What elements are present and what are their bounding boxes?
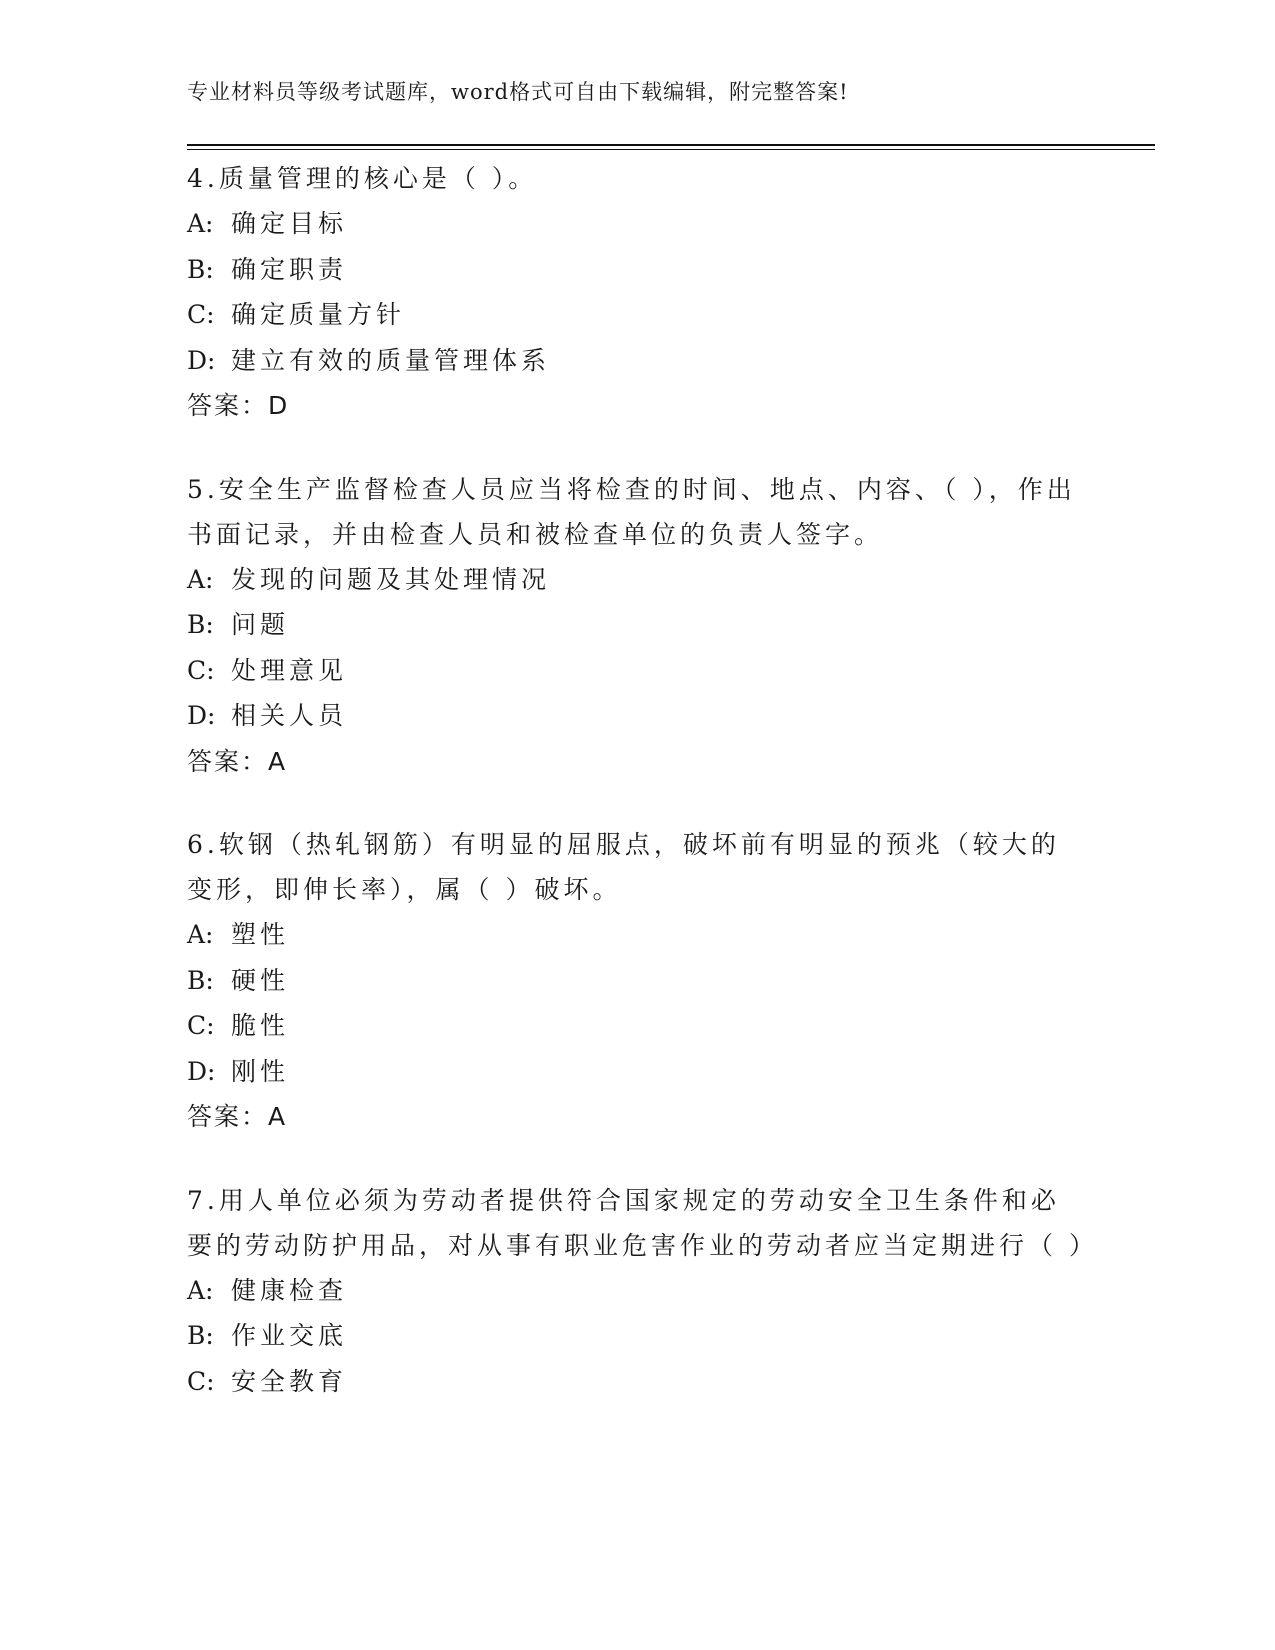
option-b [187, 958, 1087, 1004]
question-4 [187, 156, 1087, 429]
option-text: 问题 [231, 610, 290, 639]
answer-line: 答案：A [187, 746, 288, 776]
option-text: 建立有效的质量管理体系 [231, 345, 551, 375]
page-header: 专业材料员等级考试题库，word格式可自由下载编辑，附完整答案! [187, 80, 849, 104]
question-list [187, 156, 1098, 1442]
option-text: 作业交底 [231, 1321, 348, 1350]
option-text: 确定目标 [231, 209, 348, 238]
option-text: 确定职责 [231, 254, 348, 284]
option-letter: C: [187, 655, 215, 685]
option-letter: A: [187, 1275, 214, 1305]
option-a [187, 557, 1087, 603]
answer-line: 答案：A [187, 1102, 288, 1131]
option-b [187, 247, 1087, 293]
option-c [187, 292, 1087, 338]
option-letter: B: [187, 1321, 214, 1350]
option-letter: A: [187, 564, 214, 594]
option-c [187, 648, 1087, 694]
option-text: 塑性 [231, 920, 290, 949]
option-letter: C: [187, 1366, 215, 1396]
option-text: 脆性 [231, 1011, 290, 1040]
option-letter: C: [187, 1011, 215, 1040]
option-a [187, 1268, 1087, 1314]
option-d [187, 1049, 1087, 1095]
option-text: 相关人员 [231, 701, 348, 730]
option-letter: B: [187, 254, 214, 284]
option-letter: A: [187, 920, 214, 949]
option-a [187, 201, 1087, 247]
option-letter: D: [187, 1056, 216, 1086]
option-text: 安全教育 [231, 1366, 348, 1396]
option-letter: C: [187, 300, 215, 329]
question-stem: 5.安全生产监督检查人员应当将检查的时间、地点、内容、（ ），作出书面记录，并由检查人员和被检查单位的负责人签字。 [187, 474, 1076, 549]
option-text: 处理意见 [231, 655, 348, 685]
option-letter: B: [187, 610, 214, 639]
question-5 [187, 467, 1087, 785]
option-d [187, 338, 1087, 384]
question-7 [187, 1178, 1098, 1405]
question-6 [187, 822, 1087, 1140]
option-b [187, 1313, 1087, 1359]
option-letter: D: [187, 701, 216, 730]
question-stem: 4.质量管理的核心是（ ）。 [187, 164, 538, 193]
option-d [187, 693, 1087, 739]
option-text: 确定质量方针 [231, 300, 406, 329]
option-letter: A: [187, 209, 214, 238]
answer-line: 答案：D [187, 391, 290, 420]
option-letter: D: [187, 345, 216, 375]
header-divider [187, 144, 1155, 150]
question-stem: 7.用人单位必须为劳动者提供符合国家规定的劳动安全卫生条件和必要的劳动防护用品，对从事有职业危害作业的劳动者应当定期进行（ ） [187, 1185, 1098, 1260]
option-c [187, 1359, 1087, 1405]
option-text: 发现的问题及其处理情况 [231, 564, 551, 594]
option-a [187, 912, 1087, 958]
option-b [187, 602, 1087, 648]
question-stem: 6.软钢（热轧钢筋）有明显的屈服点，破坏前有明显的预兆（较大的变形，即伸长率），属（ ）破坏。 [187, 830, 1060, 904]
option-c [187, 1003, 1087, 1049]
option-text: 刚性 [231, 1056, 290, 1086]
option-text: 健康检查 [231, 1275, 348, 1305]
option-letter: B: [187, 965, 214, 995]
option-text: 硬性 [231, 965, 290, 995]
